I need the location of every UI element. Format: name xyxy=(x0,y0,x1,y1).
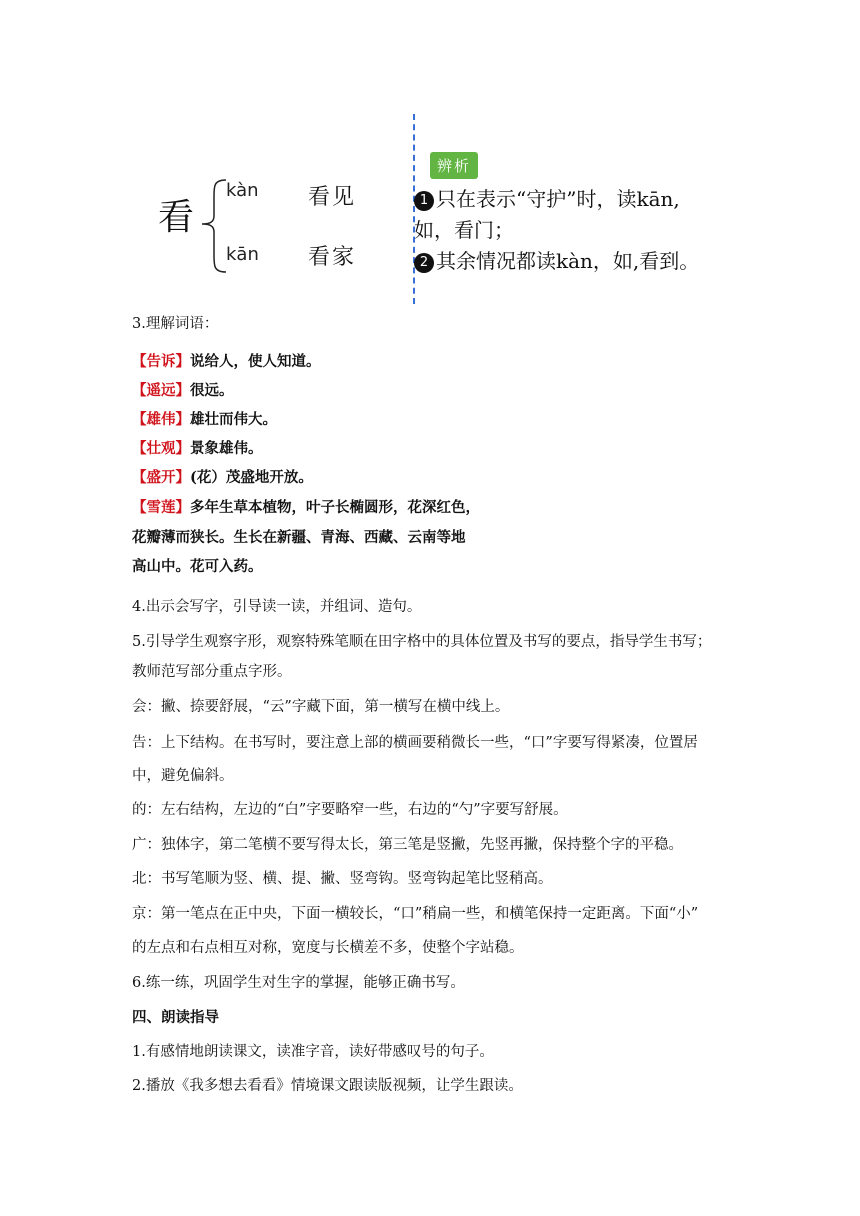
body-line: 会：撇、捺要舒展，“云”字藏下面，第一横写在横中线上。 xyxy=(132,699,510,715)
glossary-continuation: 高山中。花可入药。 xyxy=(132,558,263,575)
body-line: 1.有感情地朗读课文，读准字音，读好带感叹号的句子。 xyxy=(132,1044,494,1060)
polyphone-figure xyxy=(150,110,700,305)
body-line: 广：独体字，第二笔横不要写得太长，第三笔是竖撇，先竖再撇，保持整个字的平稳。 xyxy=(132,837,683,853)
glossary-def: 说给人，使人知道。 xyxy=(190,353,321,370)
glossary-def: 雄壮而伟大。 xyxy=(190,411,277,428)
glossary-item xyxy=(132,498,480,518)
polyphone-character: 看 xyxy=(158,197,195,238)
body-line: 4.出示会写字，引导读一读，并组词、造句。 xyxy=(132,599,422,615)
analysis-item-1 xyxy=(414,184,704,246)
body-line: 的左点和右点相互对称，宽度与长横差不多，使整个字站稳。 xyxy=(132,940,524,956)
number-badge-icon: 2 xyxy=(414,253,434,273)
section-heading: 四、朗读指导 xyxy=(132,1010,219,1026)
glossary-term: 【盛开】 xyxy=(132,469,190,486)
analysis-text: 其余情况都读kàn，如,看到。 xyxy=(436,249,700,273)
reading-word-2: 看家 xyxy=(308,245,357,270)
glossary-term: 【遥远】 xyxy=(132,382,190,399)
glossary-def: 景象雄伟。 xyxy=(190,440,263,457)
body-line: 京：第一笔点在正中央，下面一横较长，“口”稍扁一些，和横笔保持一定距离。下面“小” xyxy=(132,906,699,922)
glossary-item xyxy=(132,439,263,459)
glossary-def: (花）茂盛地开放。 xyxy=(190,469,313,486)
glossary-term: 【雄伟】 xyxy=(132,411,190,428)
body-line: 北：书写笔顺为竖、横、提、撇、竖弯钩。竖弯钩起笔比竖稍高。 xyxy=(132,871,553,887)
body-line: 6.练一练，巩固学生对生字的掌握，能够正确书写。 xyxy=(132,975,465,991)
reading-pinyin-1: kàn xyxy=(226,180,259,201)
analysis-text: 只在表示“守护”时，读kān,如，看门； xyxy=(414,187,680,242)
glossary-item xyxy=(132,468,313,488)
glossary-item xyxy=(132,352,321,372)
body-line: 的：左右结构，左边的“白”字要略窄一些，右边的“勺”字要写舒展。 xyxy=(132,802,568,818)
body-line: 5.引导学生观察字形，观察特殊笔顺在田字格中的具体位置及书写的要点，指导学生书写； xyxy=(132,634,712,650)
body-line: 告：上下结构。在书写时，要注意上部的横画要稍微长一些，“口”字要写得紧凑，位置居 xyxy=(132,735,698,751)
glossary-item xyxy=(132,410,277,430)
section-3-title: 3.理解词语： xyxy=(132,316,219,332)
reading-word-1: 看见 xyxy=(308,185,357,210)
body-line: 中，避免偏斜。 xyxy=(132,768,234,784)
glossary-def: 很远。 xyxy=(190,382,234,399)
glossary-term: 【告诉】 xyxy=(132,353,190,370)
body-line: 2.播放《我多想去看看》情境课文跟读版视频，让学生跟读。 xyxy=(132,1078,523,1094)
reading-pinyin-2: kān xyxy=(226,244,259,265)
glossary-term: 【壮观】 xyxy=(132,440,190,457)
body-line: 教师范写部分重点字形。 xyxy=(132,664,292,680)
glossary-def: 多年生草本植物，叶子长椭圆形，花深红色， xyxy=(190,499,480,516)
glossary-continuation: 花瓣薄而狭长。生长在新疆、青海、西藏、云南等地 xyxy=(132,529,466,546)
number-badge-icon: 1 xyxy=(414,191,434,211)
glossary-term: 【雪莲】 xyxy=(132,499,190,516)
glossary-item xyxy=(132,381,234,401)
analysis-item-2 xyxy=(414,246,704,277)
analysis-tag: 辨析 xyxy=(430,152,478,179)
